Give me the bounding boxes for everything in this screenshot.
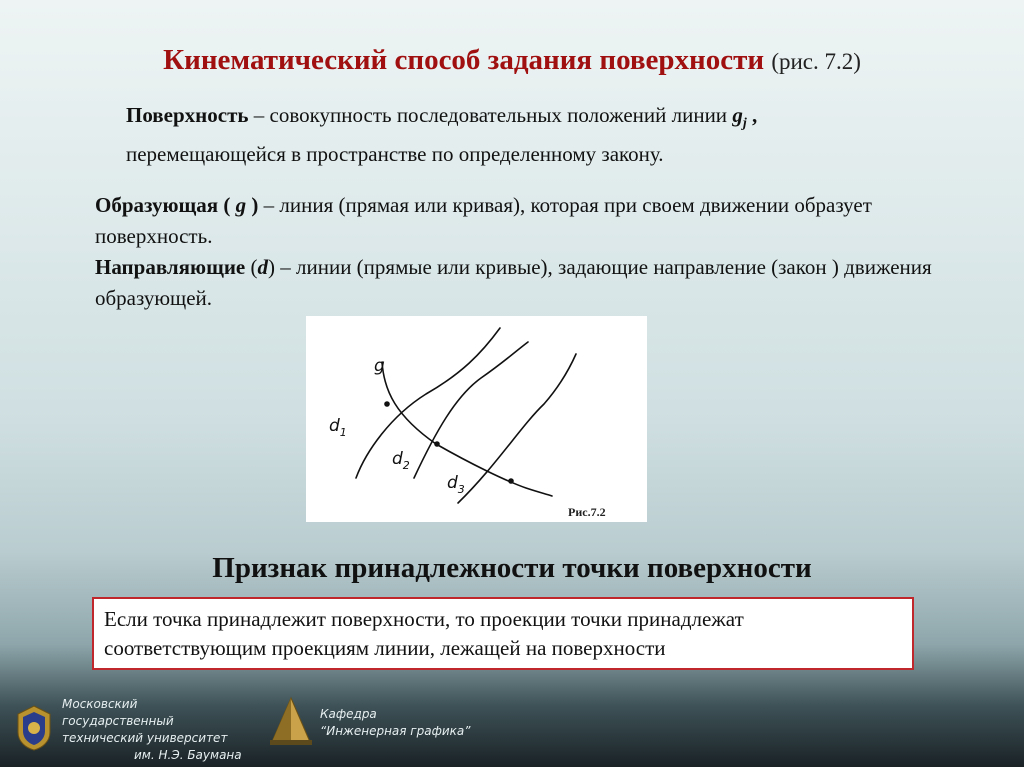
university-name — [62, 696, 242, 764]
definition-surface-comma: , — [746, 103, 758, 127]
definitions-block — [95, 190, 975, 314]
definition-generatrix-text: – линия (прямая или кривая), которая при своем движении образует поверхность. — [95, 193, 872, 248]
section-subtitle: Признак принадлежности точки поверхности — [212, 552, 812, 584]
surface-diagram — [306, 316, 647, 522]
paren-open: ( — [218, 193, 236, 217]
paren-close: ) — [246, 193, 259, 217]
symbol-g: g — [732, 103, 743, 127]
university-emblem-icon — [14, 704, 54, 752]
department-name — [320, 706, 470, 740]
intersection-point-1 — [384, 401, 390, 407]
definition-generatrix — [95, 190, 975, 252]
intersection-point-3 — [508, 478, 514, 484]
department-line-1: Кафедра — [320, 707, 377, 721]
university-line-2: технический университет — [62, 731, 228, 745]
term-directrix: Направляющие — [95, 255, 246, 279]
directrix-curve — [382, 362, 552, 496]
footer — [0, 684, 1024, 767]
title-main: Кинематический способ задания поверхности — [163, 44, 765, 76]
symbol-sub-j: j — [742, 116, 747, 132]
symbol-g: g — [235, 193, 247, 217]
label-d2: $d_2$ — [392, 449, 410, 472]
university-line-1: Московский государственный — [62, 697, 174, 728]
paren-open: ( — [245, 255, 258, 279]
definition-directrix — [95, 252, 975, 314]
slide-title — [0, 44, 1024, 77]
figure-7-2 — [306, 316, 647, 522]
definition-surface-text: – совокупность последовательных положений линии — [248, 103, 733, 127]
definition-surface-line2: перемещающейся в пространстве по определенному закону. — [126, 142, 664, 167]
symbol-d: d — [257, 255, 268, 279]
figure-caption: Рис.7.2 — [568, 505, 606, 519]
paren-close: ) — [268, 255, 275, 279]
title-figure-ref: (рис. 7.2) — [771, 49, 861, 74]
definition-directrix-text: – линии (прямые или кривые), задающие направление (закон ) движения образующей. — [95, 255, 932, 310]
label-d3: $d_3$ — [447, 473, 465, 496]
label-d1: $d_1$ — [329, 416, 347, 439]
department-logo-icon — [268, 696, 314, 748]
generatrix-curve-3 — [458, 354, 576, 503]
rule-text: Если точка принадлежит поверхности, то проекции точки принадлежат соответствующим проекциям линии, лежащей на поверхности — [104, 607, 744, 660]
generatrix-curve-1 — [356, 328, 500, 478]
term-surface: Поверхность — [126, 103, 249, 127]
university-line-3: им. Н.Э. Баумана — [134, 748, 242, 762]
label-g: g — [374, 356, 385, 376]
intersection-point-2 — [434, 441, 440, 447]
term-generatrix: Образующая — [95, 193, 219, 217]
department-line-2: “Инженерная графика” — [320, 724, 471, 738]
definition-surface — [126, 100, 946, 169]
rule-box — [92, 597, 914, 670]
